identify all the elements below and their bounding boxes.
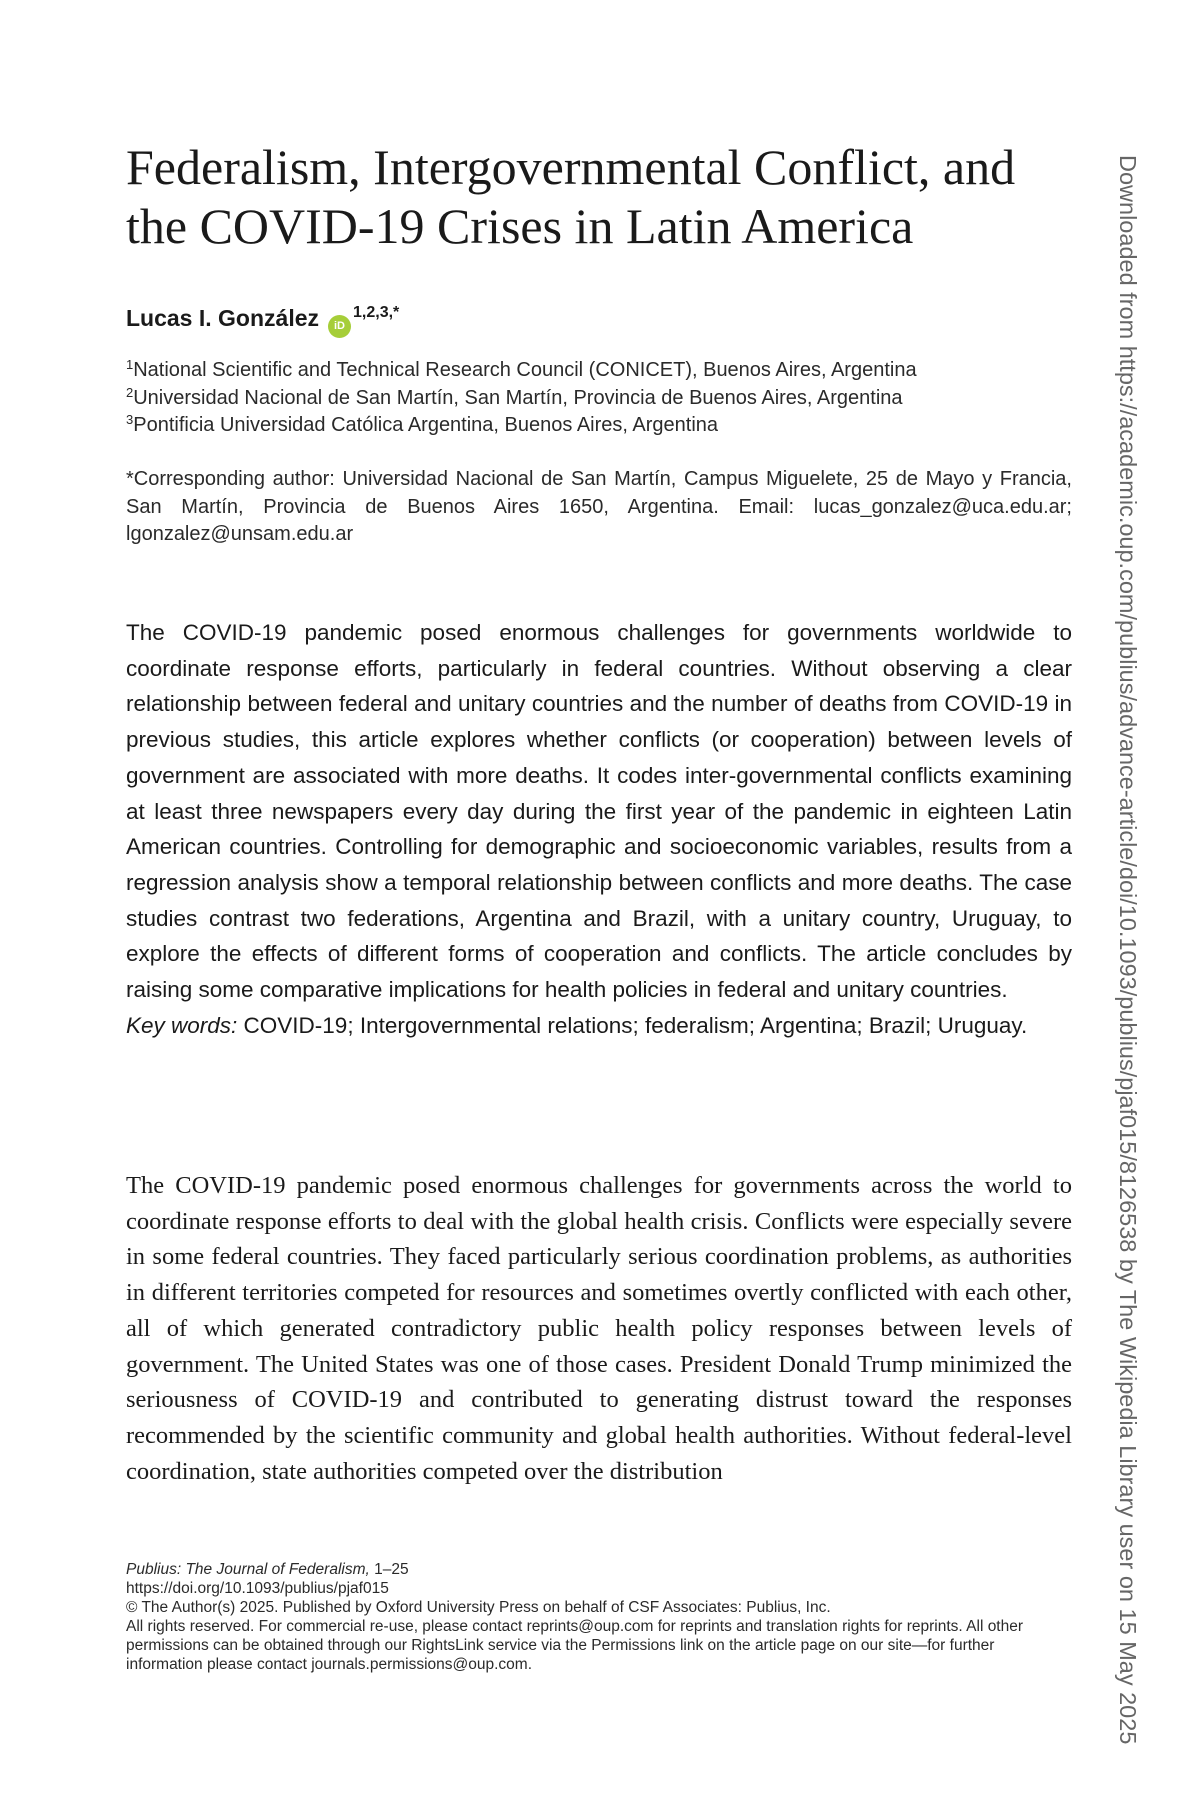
orcid-icon[interactable]: iD <box>328 315 351 338</box>
affiliation-text: National Scientific and Technical Research Council (CONICET), Buenos Aires, Argentina <box>133 359 917 381</box>
article-title: Federalism, Intergovernmental Conflict, and the COVID-19 Crises in Latin America <box>126 139 1016 254</box>
affiliation-2 <box>126 385 1086 413</box>
affiliation-number: 1 <box>126 357 134 372</box>
affiliation-1 <box>126 357 1086 385</box>
journal-citation <box>126 1560 1072 1579</box>
copyright: © The Author(s) 2025. Published by Oxford University Press on behalf of CSF Associates: Publius, Inc. <box>126 1599 831 1616</box>
download-watermark: Downloaded from https://academic.oup.com/publius/advance-article/doi/10.1093/publius/pjaf015/8126538 by The Wikipedia Library user on 15 May 2025 <box>1115 155 1141 1745</box>
rights-statement: All rights reserved. For commercial re-use, please contact reprints@oup.com for reprints and translation rights for reprints. All other permissions can be obtained through our RightsLink service via the Permissions link on the article page on our site—for further information please contact journals.permissions@oup.com. <box>126 1618 1024 1673</box>
author-affiliation-markers: 1,2,3,* <box>353 304 400 321</box>
body-paragraph: The COVID-19 pandemic posed enormous challenges for governments across the world to coordinate response efforts to deal with the global health crisis. Conflicts were especially severe in some federal countries. They faced particularly serious coordination problems, as authorities in different territories competed for resources and sometimes overtly conflicted with each other, all of which generated contradictory public health policy responses between levels of government. The United States was one of those cases. President Donald Trump minimized the seriousness of COVID-19 and contributed to generating distrust toward the responses recommended by the scientific community and global health authorities. Without federal-level coordination, state authorities competed over the distribution <box>126 1172 1072 1485</box>
abstract-text: The COVID-19 pandemic posed enormous challenges for governments worldwide to coordinate response efforts, particularly in federal countries. Without observing a clear relationship between federal and unitary countries and the number of deaths from COVID-19 in previous studies, this article explores whether conflicts (or cooperation) between levels of government are associated with more deaths. It codes inter-governmental conflicts examining at least three newspapers every day during the first year of the pandemic in eighteen Latin American countries. Controlling for demographic and socioeconomic variables, results from a regression analysis show a temporal relationship between conflicts and more deaths. The case studies contrast two federations, Argentina and Brazil, with a unitary country, Uruguay, to explore the effects of different forms of cooperation and conflicts. The article concludes by raising some comparative implications for health policies in federal and unitary countries. <box>126 620 1072 1003</box>
keywords-list: COVID-19; Intergovernmental relations; federalism; Argentina; Brazil; Uruguay. <box>237 1012 1028 1038</box>
affiliations <box>126 357 1086 440</box>
affiliation-text: Universidad Nacional de San Martín, San Martín, Provincia de Buenos Aires, Argentina <box>133 386 903 409</box>
footer <box>126 1560 1072 1674</box>
affiliation-3 <box>126 412 1086 440</box>
page-range: 1–25 <box>369 1561 409 1578</box>
affiliation-text: Pontificia Universidad Católica Argentina, Buenos Aires, Argentina <box>133 414 719 436</box>
doi-link[interactable]: https://doi.org/10.1093/publius/pjaf015 <box>126 1580 389 1597</box>
abstract <box>126 615 1072 1043</box>
author-name: Lucas I. González <box>126 305 319 331</box>
keywords <box>126 1008 1072 1044</box>
keywords-label: Key words: <box>126 1012 238 1038</box>
affiliation-number: 3 <box>126 412 134 427</box>
author-line <box>126 303 399 338</box>
affiliation-number: 2 <box>126 384 134 400</box>
corresponding-author-note: *Corresponding author: Universidad Nacional de San Martín, Campus Miguelete, 25 de Mayo y Francia, San Martín, Provincia de Buenos Aires 1650, Argentina. Email: lucas_gonzalez@uca.edu.ar; lgonzalez@unsam.edu.ar <box>126 468 1072 545</box>
journal-name: Publius: The Journal of Federalism, <box>126 1561 370 1578</box>
